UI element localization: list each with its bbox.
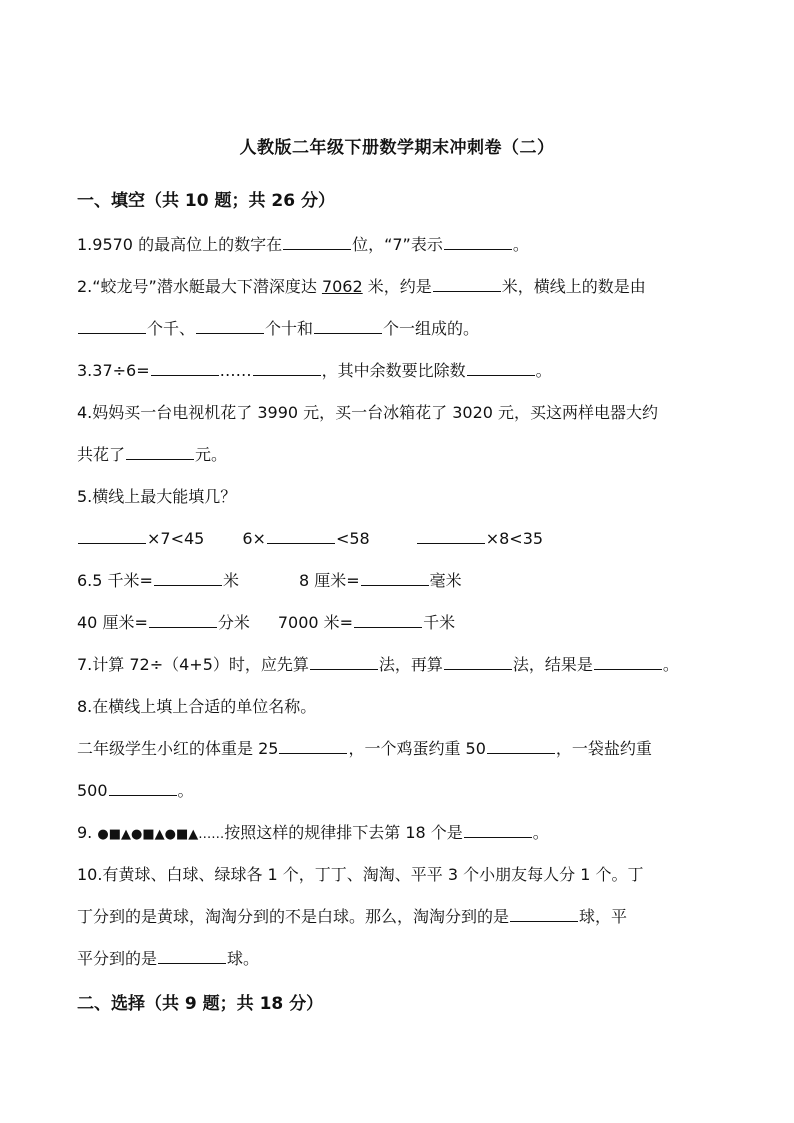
question-text: 4.妈妈买一台电视机花了 3990 元，买一台冰箱花了 3020 元，买这两样电器大约: [77, 403, 659, 422]
question-text: ，一袋盐约重: [555, 739, 652, 758]
question-text: 。: [532, 823, 549, 842]
answer-blank[interactable]: [310, 655, 378, 670]
answer-blank[interactable]: [109, 781, 177, 796]
question-text: ×7<45: [147, 529, 205, 548]
question-text: 。: [662, 655, 679, 674]
question-text: 位，“7”表示: [352, 235, 443, 254]
answer-blank[interactable]: [253, 361, 321, 376]
question-6-continued: [77, 613, 727, 633]
question-8-continued: [77, 781, 727, 801]
question-text: 二年级学生小红的体重是 25: [77, 739, 279, 758]
question-text: ，其中余数要比除数: [321, 361, 466, 380]
question-text: 法，再算: [378, 655, 443, 674]
question-text: 7.计算 72÷（4+5）时，应先算: [77, 655, 309, 674]
question-text: 个一组成的。: [383, 319, 480, 338]
question-text: 10.有黄球、白球、绿球各 1 个，丁丁、淘淘、平平 3 个小朋友每人分 1 个。丁: [77, 865, 644, 884]
underlined-number: 7062: [321, 277, 363, 296]
question-text: 米，横线上的数是由: [501, 277, 646, 296]
answer-blank[interactable]: [314, 319, 382, 334]
question-1: [77, 235, 727, 255]
answer-blank[interactable]: [154, 571, 222, 586]
answer-blank[interactable]: [126, 445, 194, 460]
answer-blank[interactable]: [444, 235, 512, 250]
question-text: 元。: [195, 445, 228, 464]
question-text: 丁分到的是黄球，淘淘分到的不是白球。那么，淘淘分到的是: [77, 907, 510, 926]
answer-blank[interactable]: [354, 613, 422, 628]
question-text: 米: [222, 571, 239, 590]
question-7: [77, 655, 727, 675]
question-text: ……: [219, 361, 252, 380]
answer-blank[interactable]: [78, 319, 146, 334]
question-4: [77, 403, 727, 423]
question-text: <58: [335, 529, 370, 548]
question-10: [77, 865, 727, 885]
question-text: 按照这样的规律排下去第 18 个是: [224, 823, 463, 842]
answer-blank[interactable]: [361, 571, 429, 586]
question-text: 毫米: [429, 571, 462, 590]
answer-blank[interactable]: [467, 361, 535, 376]
question-text: 平分到的是: [77, 949, 158, 968]
answer-blank[interactable]: [283, 235, 351, 250]
shape-pattern: ●■▲●■▲●■▲……: [97, 827, 225, 842]
question-8-items: [77, 739, 727, 759]
question-10-end: [77, 949, 727, 969]
question-9: [77, 823, 727, 845]
question-text: 8.在横线上填上合适的单位名称。: [77, 697, 317, 716]
answer-blank[interactable]: [433, 277, 501, 292]
question-text: 2.“蛟龙号”潜水艇最大下潜深度达: [77, 277, 322, 296]
question-text: 7000 米=: [277, 613, 354, 632]
answer-blank[interactable]: [279, 739, 347, 754]
question-text: 个十和: [265, 319, 314, 338]
question-4-continued: [77, 445, 727, 465]
question-text: 。: [512, 235, 529, 254]
question-text: 共花了: [77, 445, 126, 464]
question-3: [77, 361, 727, 381]
section-heading-fill-in: 一、填空（共 10 题；共 26 分）: [77, 191, 335, 211]
question-text: 3.37÷6=: [77, 361, 150, 380]
question-text: 米，约是: [362, 277, 432, 296]
answer-blank[interactable]: [444, 655, 512, 670]
question-text: 6×: [242, 529, 266, 548]
question-text: 5.横线上最大能填几？: [77, 487, 237, 506]
answer-blank[interactable]: [417, 529, 485, 544]
answer-blank[interactable]: [510, 907, 578, 922]
question-text: 1.9570 的最高位上的数字在: [77, 235, 283, 254]
question-text: 6.5 千米=: [77, 571, 153, 590]
answer-blank[interactable]: [158, 949, 226, 964]
page-title: 人教版二年级下册数学期末冲刺卷（二）: [239, 138, 555, 158]
answer-blank[interactable]: [149, 613, 217, 628]
question-text: 。: [177, 781, 194, 800]
question-text: 个千、: [147, 319, 196, 338]
question-text: 球。: [227, 949, 260, 968]
section-heading-choice: 二、选择（共 9 题；共 18 分）: [77, 994, 324, 1014]
question-text: 500: [77, 781, 108, 800]
question-text: 。: [535, 361, 552, 380]
answer-blank[interactable]: [267, 529, 335, 544]
question-text: ，一个鸡蛋约重 50: [348, 739, 486, 758]
question-10-continued: [77, 907, 727, 927]
question-text: ×8<35: [485, 529, 544, 548]
question-text: 8 厘米=: [298, 571, 360, 590]
question-text: 40 厘米=: [77, 613, 148, 632]
question-text: 分米: [217, 613, 250, 632]
answer-blank[interactable]: [78, 529, 146, 544]
answer-blank[interactable]: [151, 361, 219, 376]
question-5-items: [77, 529, 727, 549]
question-text: 法，结果是: [512, 655, 593, 674]
question-6: [77, 571, 727, 591]
question-2-continued: [77, 319, 727, 339]
question-text: 9.: [77, 823, 98, 842]
question-text: 千米: [423, 613, 456, 632]
question-text: 球，平: [579, 907, 628, 926]
question-5: [77, 487, 727, 507]
answer-blank[interactable]: [487, 739, 555, 754]
question-2: [77, 277, 727, 297]
question-8: [77, 697, 727, 717]
answer-blank[interactable]: [594, 655, 662, 670]
answer-blank[interactable]: [196, 319, 264, 334]
answer-blank[interactable]: [464, 823, 532, 838]
